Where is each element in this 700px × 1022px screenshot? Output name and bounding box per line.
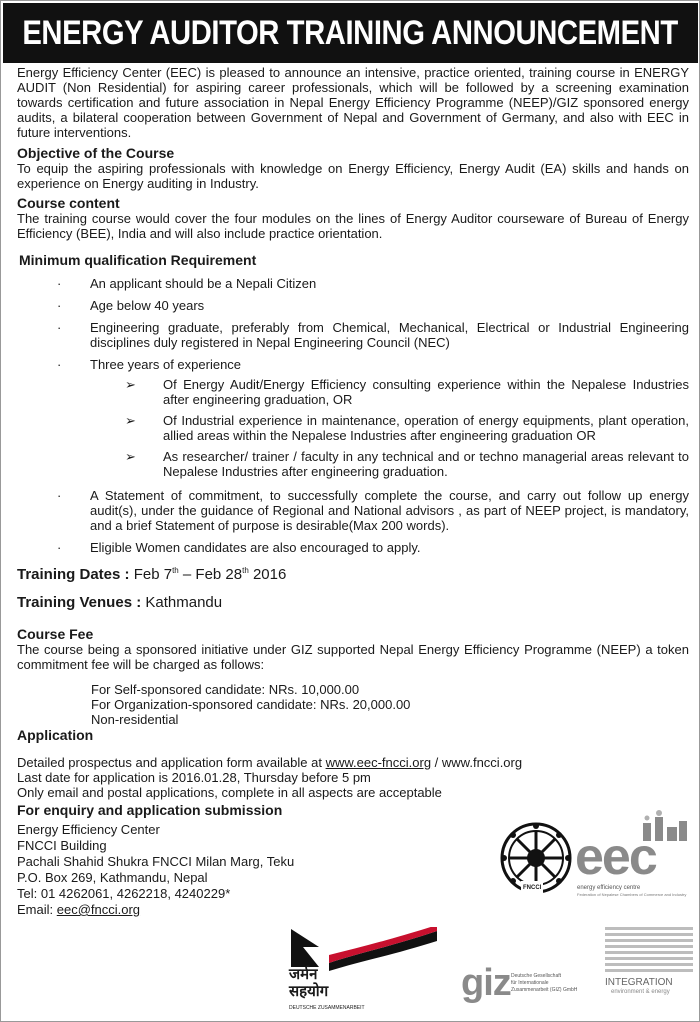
training-venues: Training Venues : Kathmandu	[17, 594, 223, 611]
integration-subtitle: environment & energy	[611, 989, 670, 995]
course-fee-heading: Course Fee	[17, 626, 94, 642]
sub-list-item: ➢ Of Energy Audit/Energy Efficiency consulting experience within the Nepalese Industries after engineering graduation, OR	[125, 377, 689, 407]
sub-list-item: ➢ As researcher/ trainer / faculty in any technical and or techno managerial areas relevant to Nepalese Industries after engineering graduation.	[125, 449, 689, 479]
bullet-icon: ·	[57, 540, 62, 555]
giz-wordmark: giz	[461, 962, 511, 1004]
arrow-bullet-icon: ➢	[125, 449, 136, 464]
eec-website-link[interactable]: www.eec-fncci.org	[325, 755, 432, 770]
giz-logo	[461, 961, 593, 1009]
email-line: Email: eec@fncci.org	[17, 902, 141, 917]
eec-subtitle: Federation of Nepalese Chambers of Commerce and Industry	[577, 892, 687, 897]
german-cooperation-logo	[289, 927, 439, 1017]
list-item: · Age below 40 years	[57, 298, 205, 313]
title-banner	[3, 3, 698, 63]
stripes-icon	[605, 927, 693, 977]
course-content-heading: Course content	[17, 195, 120, 211]
bullet-icon: ·	[57, 298, 62, 313]
fee-line: For Organization-sponsored candidate: NRs. 20,000.00	[91, 697, 411, 712]
course-fee-text: The course being a sponsored initiative under GIZ supported Nepal Energy Efficiency Programme (NEEP) a token commitment fee will be charged as follows:	[17, 642, 689, 672]
eec-tagline: energy efficiency centre	[577, 885, 641, 891]
intro-paragraph: Energy Efficiency Center (EEC) is pleased to announce an intensive, practice oriented, training course in ENERGY AUDIT (Non Residential) for aspiring career professionals, which will be followed by a screening examination towards certification and future association in Nepal Energy Efficiency Programme (NEEP)/GIZ sponsored energy audits, a bilateral cooperation between Government of Nepal and Government of Germany, and also with EEC in future interventions.	[17, 65, 689, 140]
fncci-logo	[499, 821, 573, 895]
arrow-bullet-icon: ➢	[125, 413, 136, 428]
training-dates: Training Dates : Feb 7th – Feb 28th 2016	[17, 566, 287, 583]
list-item: · A Statement of commitment, to successfully complete the course, and carry out follow up energy audit(s), under the guidance of Regional and National advisors , as part of NEEP project, is mandatory, and a brief Statement of purpose is desirable(Max 200 words).	[57, 488, 689, 533]
training-venues-label: Training Venues :	[17, 594, 142, 611]
fee-line: Non-residential	[91, 712, 179, 727]
acceptance-note: Only email and postal applications, complete in all aspects are acceptable	[17, 785, 442, 800]
address-line: Energy Efficiency Center	[17, 822, 160, 837]
list-item: · An applicant should be a Nepali Citizen	[57, 276, 317, 291]
german-label-1: जर्मन	[289, 966, 318, 983]
announcement-body	[17, 65, 689, 918]
enquiry-heading: For enquiry and application submission	[17, 802, 283, 818]
training-dates-label: Training Dates :	[17, 566, 130, 583]
address-line: P.O. Box 269, Kathmandu, Nepal	[17, 870, 208, 885]
prospectus-line: Detailed prospectus and application form available at www.eec-fncci.org / www.fncci.org	[17, 755, 523, 770]
fee-list	[17, 682, 689, 727]
arrow-bullet-icon: ➢	[125, 377, 136, 392]
integration-logo	[605, 927, 693, 1001]
list-item: · Eligible Women candidates are also encouraged to apply.	[57, 540, 421, 555]
giz-subtitle: Deutsche Gesellschaft für Internationale Zusammenarbeit (GIZ) GmbH	[511, 973, 578, 993]
german-subtitle: DEUTSCHE ZUSAMMENARBEIT	[289, 1005, 365, 1011]
objective-heading: Objective of the Course	[17, 145, 175, 161]
eec-wordmark: eec	[575, 828, 656, 886]
address-line: Tel: 01 4262061, 4262218, 4240229*	[17, 886, 231, 901]
sub-list-item: ➢ Of Industrial experience in maintenance, operation of energy equipments, plant operation, allied areas within the Nepalese Industries after engineering graduation OR	[125, 413, 689, 443]
bullet-icon: ·	[57, 276, 62, 291]
qualification-list	[17, 276, 689, 555]
course-content-text: The training course would cover the four modules on the lines of Energy Auditor courseware of Bureau of Energy Efficiency (BEE), India and will also include practice orientation.	[17, 211, 689, 241]
list-item: · Three years of experience	[57, 357, 242, 372]
german-label-2: सहयोग	[289, 983, 329, 1000]
integration-wordmark: INTEGRATION	[605, 977, 673, 988]
bullet-icon: ·	[57, 357, 62, 372]
objective-text: To equip the aspiring professionals with knowledge on Energy Efficiency, Energy Audit (EA) skills and hands on experience on Energy auditing in Industry.	[17, 161, 689, 191]
eec-logo	[573, 809, 691, 901]
application-heading: Application	[17, 727, 94, 743]
fee-line: For Self-sponsored candidate: NRs. 10,000.00	[91, 682, 360, 697]
bullet-icon: ·	[57, 320, 62, 335]
email-link[interactable]: eec@fncci.org	[56, 902, 141, 917]
address-line: FNCCI Building	[17, 838, 107, 853]
deadline-line: Last date for application is 2016.01.28, Thursday before 5 pm	[17, 770, 371, 785]
bullet-icon: ·	[57, 488, 62, 503]
address-line: Pachali Shahid Shukra FNCCI Milan Marg, Teku	[17, 854, 295, 869]
fncci-website-link[interactable]: www.fncci.org	[441, 755, 523, 770]
list-item: · Engineering graduate, preferably from Chemical, Mechanical, Electrical or Industrial Engineering disciplines duly registered in Nepal Engineering Council (NEC)	[57, 320, 689, 350]
page-title: ENERGY AUDITOR TRAINING ANNOUNCEMENT	[22, 13, 679, 52]
qualification-heading: Minimum qualification Requirement	[19, 252, 257, 268]
fncci-label: FNCCI	[521, 881, 543, 896]
